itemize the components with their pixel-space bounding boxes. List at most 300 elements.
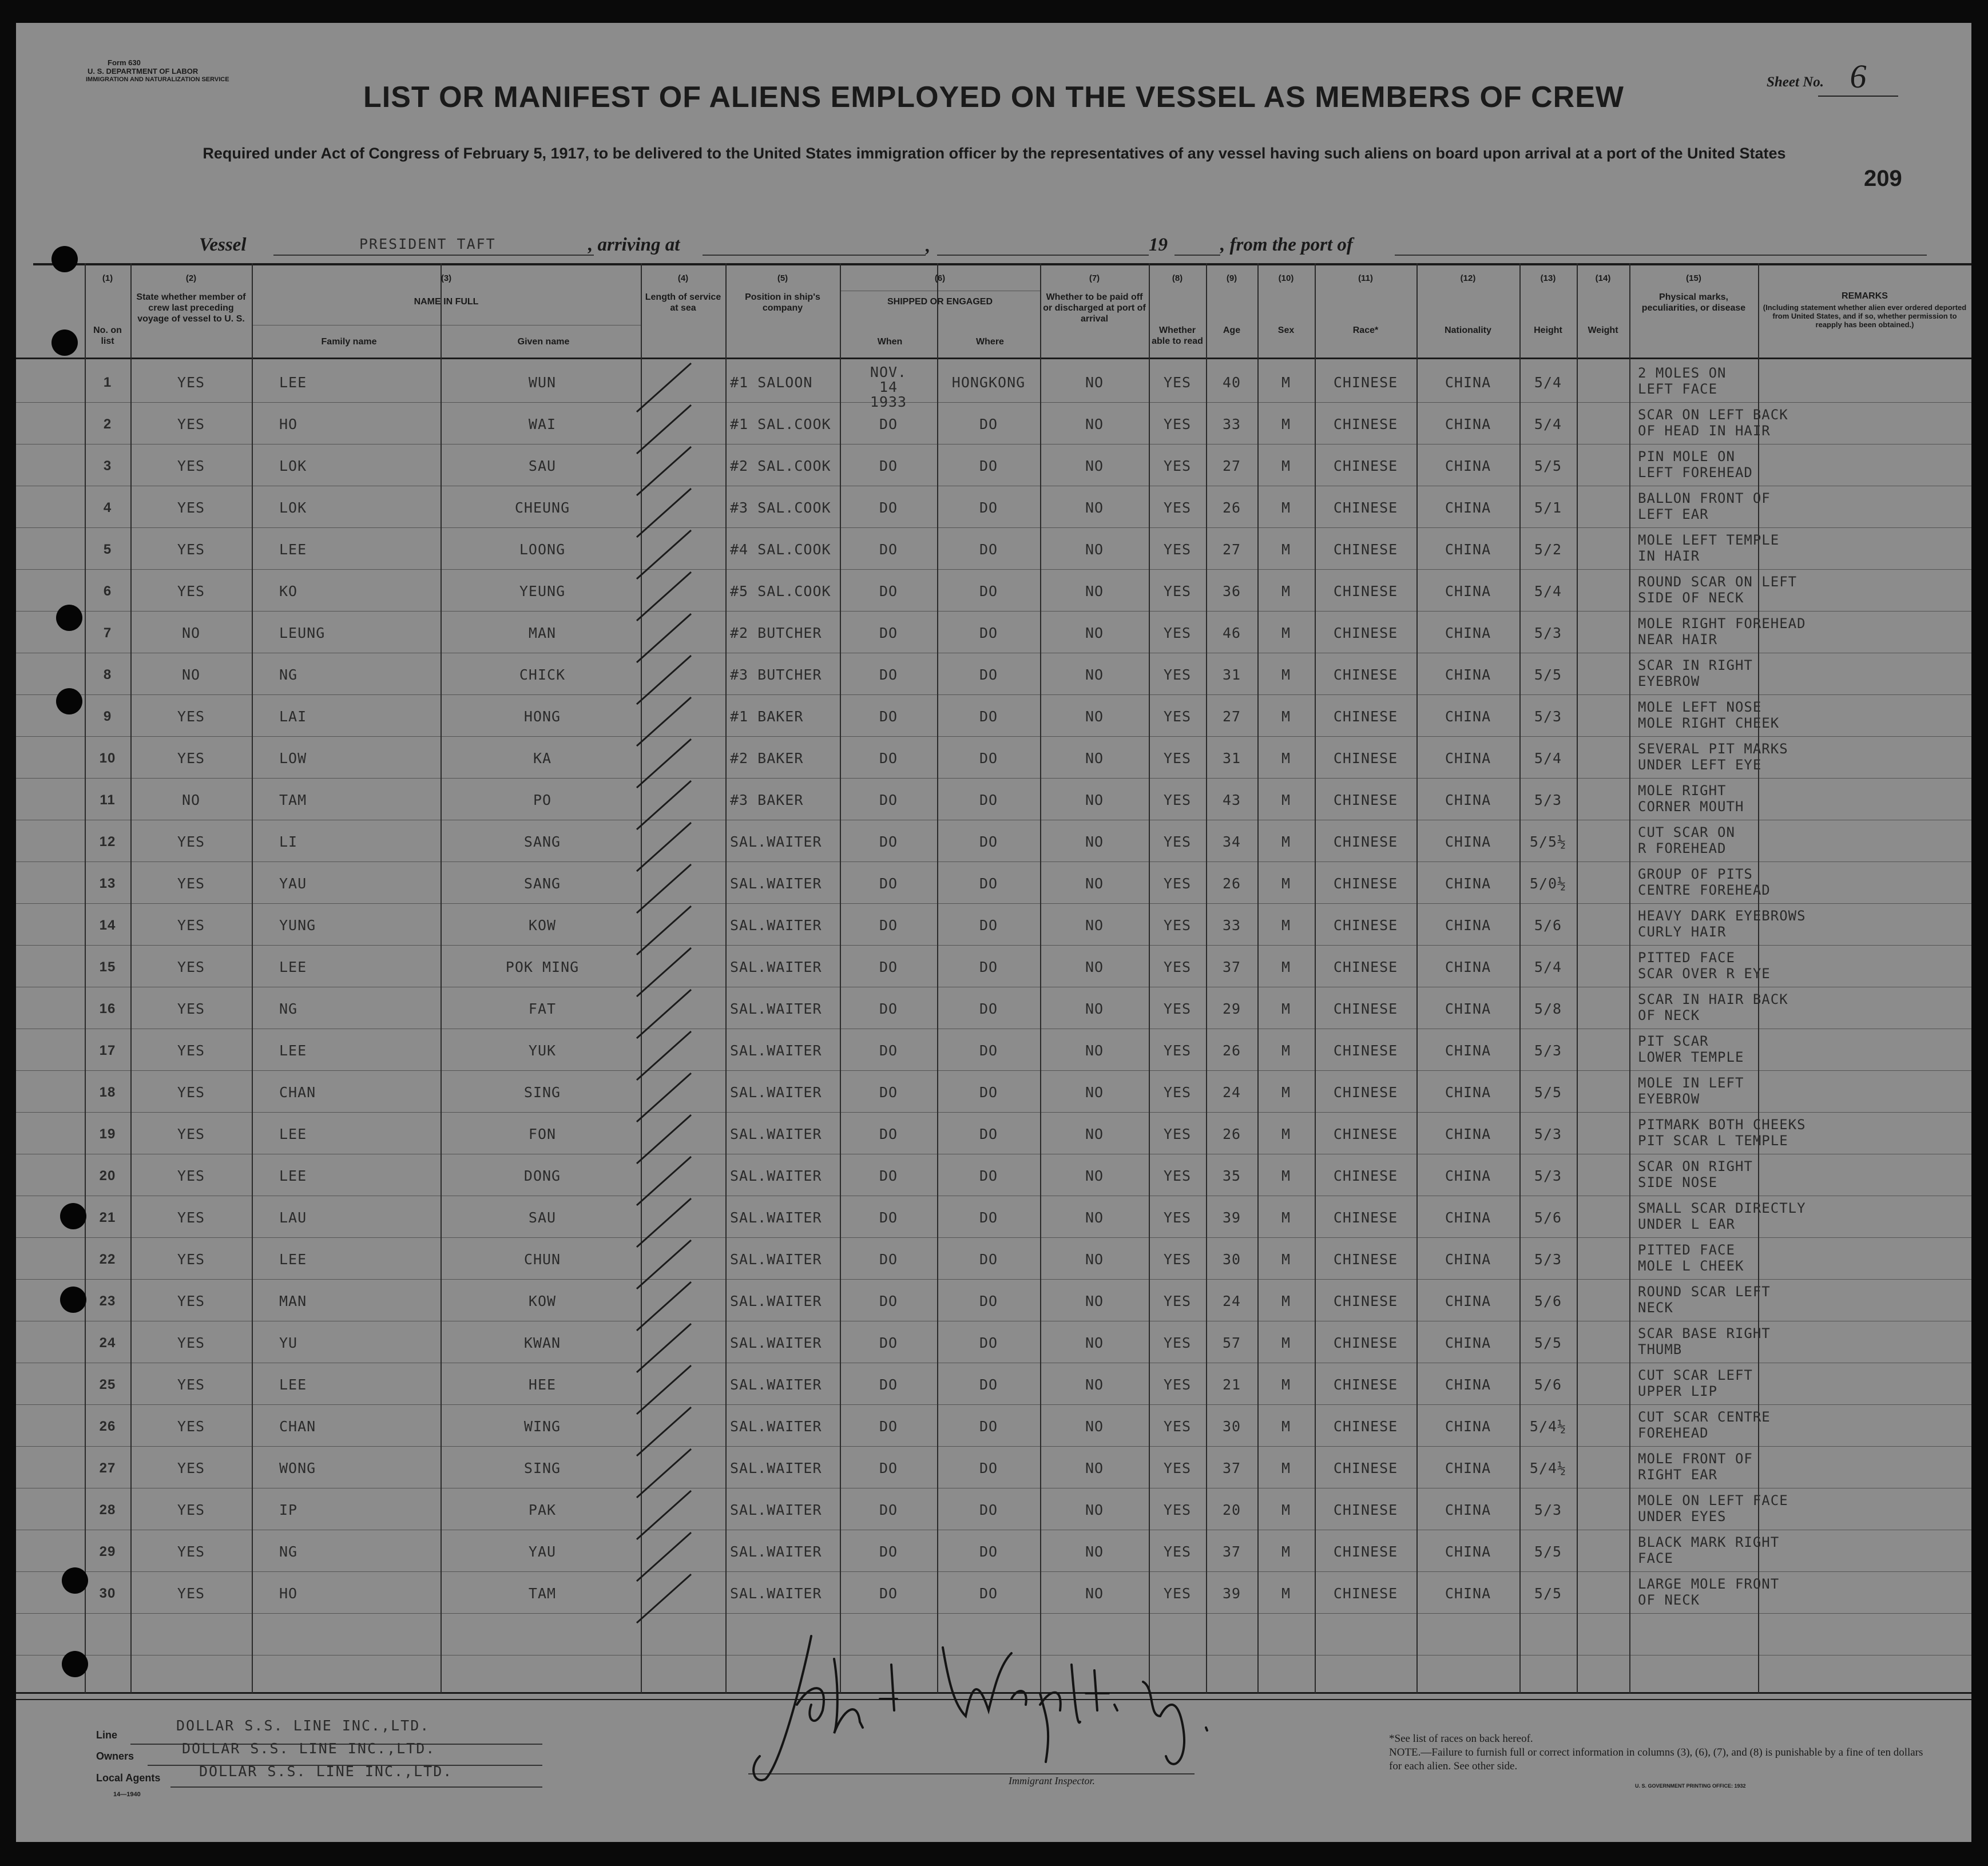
- cell-age: 24: [1222, 1293, 1241, 1309]
- cell-height: 5/6: [1534, 1293, 1562, 1309]
- column-number: (12): [1460, 273, 1476, 283]
- cell-when: DO: [879, 458, 898, 474]
- cell-when: DO: [879, 541, 898, 558]
- cell-nat: CHINA: [1445, 1209, 1491, 1226]
- remarks-note: (Including statement whether alien ever ordered deported from United States, and if so, whether permission to reapply has been obtained.): [1763, 303, 1967, 329]
- local-agents-label: Local Agents: [96, 1772, 161, 1784]
- cell-physical-marks: IN HAIR: [1638, 548, 1700, 564]
- cell-position: #5 SAL.COOK: [730, 583, 831, 599]
- cell-position: SAL.WAITER: [730, 959, 822, 975]
- cell-height: 5/2: [1534, 541, 1562, 558]
- cell-where: DO: [979, 833, 998, 850]
- cell-paid: NO: [1085, 1084, 1104, 1101]
- cell-race: CHINESE: [1333, 458, 1398, 474]
- cell-position: #3 BAKER: [730, 792, 804, 808]
- cell-when: DO: [879, 917, 898, 934]
- cell-read: YES: [1163, 583, 1192, 599]
- cell-paid: NO: [1085, 1042, 1104, 1059]
- cell-when: DO: [879, 1293, 898, 1309]
- cell-height: 5/3: [1534, 1168, 1562, 1184]
- cell-read: YES: [1163, 1209, 1192, 1226]
- cell-where: DO: [979, 1168, 998, 1184]
- cell-prev: YES: [177, 1209, 205, 1226]
- cell-height: 5/4: [1534, 416, 1562, 432]
- cell-physical-marks: HEAVY DARK EYEBROWS: [1638, 908, 1806, 924]
- cell-prev: YES: [177, 458, 205, 474]
- cell-sex: M: [1281, 1376, 1291, 1393]
- cell-paid: NO: [1085, 416, 1104, 432]
- cell-prev: YES: [177, 1126, 205, 1142]
- cell-physical-marks: OF NECK: [1638, 1007, 1700, 1023]
- cell-read: YES: [1163, 708, 1192, 725]
- cell-sex: M: [1281, 1001, 1291, 1017]
- cell-paid: NO: [1085, 1376, 1104, 1393]
- cell-height: 5/4½: [1529, 1418, 1567, 1435]
- cell-height: 5/6: [1534, 917, 1562, 934]
- cell-paid: NO: [1085, 1460, 1104, 1476]
- cell-prev: YES: [177, 1042, 205, 1059]
- cell-physical-marks: PITTED FACE: [1638, 1242, 1735, 1258]
- cell-physical-marks: NECK: [1638, 1300, 1673, 1316]
- cell-physical-marks: NEAR HAIR: [1638, 632, 1718, 648]
- column-number: (7): [1089, 273, 1100, 283]
- cell-read: YES: [1163, 792, 1192, 808]
- cell-no: 25: [99, 1377, 116, 1392]
- cell-no: 9: [103, 709, 112, 724]
- cell-race: CHINESE: [1333, 1042, 1398, 1059]
- cell-physical-marks: MOLE RIGHT CHEEK: [1638, 715, 1780, 731]
- cell-race: CHINESE: [1333, 1335, 1398, 1351]
- from-port-label: , from the port of: [1220, 235, 1353, 255]
- cell-family: KO: [279, 583, 298, 599]
- cell-physical-marks: LEFT EAR: [1638, 506, 1709, 522]
- column-header: Whether to be paid off or discharged at port of arrival: [1043, 292, 1146, 324]
- race-note: *See list of races on back hereof.: [1389, 1733, 1533, 1745]
- cell-physical-marks: CUT SCAR CENTRE: [1638, 1409, 1771, 1425]
- cell-read: YES: [1163, 833, 1192, 850]
- cell-no: 4: [103, 500, 112, 515]
- cell-paid: NO: [1085, 458, 1104, 474]
- cell-paid: NO: [1085, 1418, 1104, 1435]
- cell-position: SAL.WAITER: [730, 1502, 822, 1518]
- cell-prev: NO: [181, 625, 201, 641]
- cell-family: MAN: [279, 1293, 307, 1309]
- cell-position: #3 BUTCHER: [730, 666, 822, 683]
- cell-where: HONGKONG: [951, 374, 1026, 391]
- cell-family: CHAN: [279, 1084, 316, 1101]
- cell-position: #2 BAKER: [730, 750, 804, 767]
- cell-prev: YES: [177, 374, 205, 391]
- cell-when: DO: [879, 1376, 898, 1393]
- cell-sex: M: [1281, 583, 1291, 599]
- cell-no: 14: [99, 918, 116, 933]
- cell-physical-marks: CUT SCAR ON: [1638, 824, 1735, 840]
- cell-race: CHINESE: [1333, 666, 1398, 683]
- cell-family: LI: [279, 833, 298, 850]
- cell-when: DO: [879, 1418, 898, 1435]
- service: IMMIGRATION AND NATURALIZATION SERVICE: [86, 76, 229, 83]
- cell-prev: YES: [177, 750, 205, 767]
- year-label: 19: [1149, 235, 1168, 255]
- cell-where: DO: [979, 792, 998, 808]
- length-of-service-strokes: [628, 360, 703, 1693]
- column-number: (9): [1226, 273, 1237, 283]
- cell-no: 30: [99, 1586, 116, 1601]
- cell-no: 22: [99, 1252, 116, 1267]
- cell-no: 15: [99, 959, 116, 975]
- cell-family: LAU: [279, 1209, 307, 1226]
- manifest-sheet: Form 630 U. S. DEPARTMENT OF LABOR IMMIGRATION AND NATURALIZATION SERVICE Sheet No. 6 LIST OR MANIFEST OF ALIENS EMPLOYED ON THE VESSEL AS MEMBERS OF CREW Required under Act of Congress of February 5, 1917, to be delivered to the United States immigration officer by the representatives of any vessel having such aliens on board upon arrival at a port of the United States 209 Vessel PRESIDENT TAFT , arriving at , 19 , from the port of (1) No. on list (2) State whether member of crew last preceding voyage of vessel to U. S. (3) NAME IN FULL Family name Given name (4) Length of service at sea (5) Position in ship's company (6) SHIPPED OR ENGAGED When Where (7) Whether to be paid off or discharged at port of arrival (8) Whether able to read (9) Age (10) Sex (11) Race* (12) Nationality (13) Height (14) Weight (15) Physical marks, peculiarities, or disease REMARKS (Including statement whether alien ever ordered deported from United States, and if so, whether permission to reapply has been obtained.) 1 YES LEE WUN #1 SALOON NOV. 14 1933 HONGKONG NO YES 40 M CHINESE CHINA 5/4 2 MOLES ON LEFT FACE 2 YES HO WAI #1 SAL.COOK DO DO NO YES 33 M CHINESE CHINA 5/4 SCAR ON LEFT BACK OF HEAD IN HAIR 3 YES LOK SAU #2 SAL.COOK DO DO NO YES 27 M CHINESE CHINA 5/5 PIN MOLE ON LEFT FOREHEAD 4 YES LOK CHEUNG #3 SAL.COOK DO DO NO YES 26 M CHINESE CHINA 5/1 BALLON FRONT OF LEFT EAR 5 YES LEE LOONG #4 SAL.COOK DO DO NO YES 27 M CHINESE CHINA 5/2 MOLE LEFT TEMPLE IN HAIR 6 YES KO YEUNG #5 SAL.COOK DO DO NO YES 36 M CHINESE CHINA 5/4 ROUND SCAR ON LEFT SIDE OF NECK 7 NO LEUNG MAN #2 BUTCHER DO DO NO YES 46 M CHINESE CHINA 5/3 MOLE RIGHT FOREHEAD NEAR HAIR 8 NO NG CHICK #3 BUTCHER DO DO NO YES 31 M CHINESE CHINA 5/5 SCAR IN RIGHT EYEBROW 9 YES LAI HONG #1 BAKER DO DO NO YES 27 M CHINESE CHINA 5/3 MOLE LEFT NOSE MOLE RIGHT CHEEK 10 YES LOW KA #2 BAKER DO DO NO YES 31 M CHINESE CHINA 5/4 SEVERAL PIT MARKS UNDER LEFT EYE 11 NO TAM PO #3 BAKER DO DO NO YES 43 M CHINESE CHINA 5/3 MOLE RIGHT CORNER MOUTH 12 YES LI SANG SAL.WAITER DO DO NO YES 34 M CHINESE CHINA 5/5½ CUT SCAR ON R FOREHEAD 13 YES YAU SANG SAL.WAITER DO DO NO YES 26 M CHINESE CHINA 5/0½ GROUP OF PITS CENTRE FOREHEAD 14 YES YUNG KOW SAL.WAITER DO DO NO YES 33 M CHINESE CHINA 5/6 HEAVY DARK EYEBROWS CURLY HAIR 15 YES LEE POK MING SAL.WAITER DO DO NO YES 37 M CHINESE CHINA 5/4 PITTED FACE SCAR OVER R EYE 16 YES NG FAT SAL.WAITER DO DO NO YES 29 M CHINESE CHINA 5/8 SCAR IN HAIR BACK OF NECK 17 YES LEE YUK SAL.WAITER DO DO NO YES 26 M CHINESE CHINA 5/3 PIT SCAR LOWER TEMPLE 18 YES CHAN SING SAL.WAITER DO DO NO YES 24 M CHINESE CHINA 5/5 MOLE IN LEFT EYEBROW 19 YES LEE FON SAL.WAITER DO DO NO YES 26 M CHINESE CHINA 5/3 PITMARK BOTH CHEEKS PIT SCAR L TEMPLE 20 YES LEE DONG SAL.WAITER DO DO NO YES 35 M CHINESE CHINA 5/3 SCAR ON RIGHT SIDE NOSE 21 YES LAU SAU SAL.WAITER DO DO NO YES 39 M CHINESE CHINA 5/6 SMALL SCAR DIRECTLY UNDER L EAR 22 YES LEE CHUN SAL.WAITER DO DO NO YES 30 M CHINESE CHINA 5/3 PITTED FACE MOLE L CHEEK 23 YES MAN KOW SAL.WAITER DO DO NO YES 24 M CHINESE CHINA 5/6 ROUND SCAR LEFT NECK 24 YES YU KWAN SAL.WAITER DO DO NO YES 57 M CHINESE CHINA 5/5 SCAR BASE RIGHT THUMB 25 YES LEE HEE SAL.WAITER DO DO NO YES 21 M CHINESE CHINA 5/6 CUT SCAR LEFT UPPER LIP 26 YES CHAN WING SAL.WAITER DO DO NO YES 30 M CHINESE CHINA 5/4½ CUT SCAR CENTRE FOREHEAD 27 YES WONG SING SAL.WAITER DO DO NO YES 37 M CHINESE CHINA 5/4½ MOLE FRONT OF RIGHT EAR 28 YES IP PAK SAL.WAITER DO DO NO YES 20 M CHINESE CHINA 5/3 MOLE ON LEFT FACE UNDER EYES 29 YES NG YAU SAL.WAITER DO DO NO YES 37 M CHINESE CHINA 5/5 BLACK MARK RIGHT FACE 30 YES HO TAM SAL.WAITER DO DO NO YES 39 M CHINESE CHINA 5/5 LARGE MOLE FRONT OF NECK Line DOLLAR S.S. LINE INC.,LTD. Owners DOLLAR S.S. LINE INC.,LTD. Local Agents DOLLAR S.S. LINE INC.,LTD. 14—1940 Immigrant Inspector. *See list of races on back hereof. NOTE.—Failure to furnish full or correct information in columns (3), (6), (7), and (8) is punishable by a fine of ten dollars for each alien. See other side. U. S. GOVERNMENT PRINTING OFFICE: 1932: [16, 23, 1971, 1842]
- cell-prev: YES: [177, 1460, 205, 1476]
- cell-family: LOK: [279, 499, 307, 516]
- arriving-label: , arriving at: [588, 235, 680, 255]
- cell-paid: NO: [1085, 1543, 1104, 1560]
- cell-nat: CHINA: [1445, 1585, 1491, 1602]
- cell-position: SAL.WAITER: [730, 1376, 822, 1393]
- cell-prev: YES: [177, 1418, 205, 1435]
- cell-physical-marks: MOLE IN LEFT: [1638, 1075, 1744, 1091]
- cell-no: 1: [103, 375, 112, 390]
- cell-position: SAL.WAITER: [730, 917, 822, 934]
- cell-paid: NO: [1085, 1209, 1104, 1226]
- cell-read: YES: [1163, 666, 1192, 683]
- cell-race: CHINESE: [1333, 1251, 1398, 1268]
- cell-position: SAL.WAITER: [730, 875, 822, 892]
- cell-given: YAU: [528, 1543, 557, 1560]
- cell-race: CHINESE: [1333, 875, 1398, 892]
- cell-physical-marks: SIDE OF NECK: [1638, 590, 1744, 606]
- cell-no: 5: [103, 542, 112, 557]
- cell-paid: NO: [1085, 583, 1104, 599]
- cell-age: 26: [1222, 499, 1241, 516]
- cell-read: YES: [1163, 1502, 1192, 1518]
- cell-age: 35: [1222, 1168, 1241, 1184]
- inspector-label: Immigrant Inspector.: [1009, 1775, 1095, 1786]
- cell-position: SAL.WAITER: [730, 1209, 822, 1226]
- cell-physical-marks: SCAR ON RIGHT: [1638, 1158, 1753, 1174]
- cell-sex: M: [1281, 416, 1291, 432]
- cell-nat: CHINA: [1445, 541, 1491, 558]
- cell-race: CHINESE: [1333, 1209, 1398, 1226]
- cell-physical-marks: SCAR ON LEFT BACK: [1638, 407, 1788, 423]
- cell-height: 5/1: [1534, 499, 1562, 516]
- cell-position: SAL.WAITER: [730, 1335, 822, 1351]
- cell-position: SAL.WAITER: [730, 1126, 822, 1142]
- cell-sex: M: [1281, 1502, 1291, 1518]
- cell-physical-marks: MOLE RIGHT FOREHEAD: [1638, 616, 1806, 632]
- line-label: Line: [96, 1729, 118, 1741]
- cell-given: SING: [523, 1084, 561, 1101]
- cell-age: 26: [1222, 1042, 1241, 1059]
- column-number: (15): [1686, 273, 1701, 283]
- cell-age: 33: [1222, 917, 1241, 934]
- cell-given: FAT: [528, 1001, 557, 1017]
- cell-when: DO: [879, 1209, 898, 1226]
- cell-sex: M: [1281, 1168, 1291, 1184]
- cell-sex: M: [1281, 1543, 1291, 1560]
- cell-nat: CHINA: [1445, 917, 1491, 934]
- column-header: Physical marks, peculiarities, or disease: [1641, 292, 1746, 313]
- cell-paid: NO: [1085, 499, 1104, 516]
- cell-sex: M: [1281, 499, 1291, 516]
- cell-read: YES: [1163, 1460, 1192, 1476]
- cell-read: YES: [1163, 1335, 1192, 1351]
- cell-race: CHINESE: [1333, 1168, 1398, 1184]
- binder-hole: [62, 1567, 88, 1594]
- cell-family: CHAN: [279, 1418, 316, 1435]
- cell-race: CHINESE: [1333, 1126, 1398, 1142]
- cell-sex: M: [1281, 374, 1291, 391]
- binder-hole: [51, 246, 78, 272]
- cell-race: CHINESE: [1333, 416, 1398, 432]
- cell-race: CHINESE: [1333, 1502, 1398, 1518]
- cell-height: 5/5: [1534, 1543, 1562, 1560]
- cell-physical-marks: UNDER EYES: [1638, 1508, 1727, 1524]
- cell-height: 5/5: [1534, 1585, 1562, 1602]
- cell-nat: CHINA: [1445, 1376, 1491, 1393]
- cell-no: 7: [103, 625, 112, 641]
- cell-sex: M: [1281, 1418, 1291, 1435]
- cell-sex: M: [1281, 833, 1291, 850]
- cell-family: LEE: [279, 374, 307, 391]
- cell-age: 26: [1222, 1126, 1241, 1142]
- cell-read: YES: [1163, 541, 1192, 558]
- cell-age: 34: [1222, 833, 1241, 850]
- cell-no: 2: [103, 416, 112, 432]
- cell-no: 6: [103, 583, 112, 599]
- cell-physical-marks: SIDE NOSE: [1638, 1174, 1718, 1190]
- column-number: (2): [185, 273, 197, 283]
- cell-height: 5/5½: [1529, 833, 1567, 850]
- cell-position: #3 SAL.COOK: [730, 499, 831, 516]
- cell-paid: NO: [1085, 666, 1104, 683]
- cell-when: DO: [879, 1585, 898, 1602]
- cell-physical-marks: CURLY HAIR: [1638, 924, 1727, 940]
- cell-prev: YES: [177, 1376, 205, 1393]
- cell-where: DO: [979, 666, 998, 683]
- cell-sex: M: [1281, 625, 1291, 641]
- cell-read: YES: [1163, 1001, 1192, 1017]
- cell-prev: NO: [181, 792, 201, 808]
- cell-position: SAL.WAITER: [730, 1251, 822, 1268]
- cell-nat: CHINA: [1445, 1126, 1491, 1142]
- column-header: No. on list: [93, 325, 122, 346]
- cell-age: 27: [1222, 458, 1241, 474]
- cell-height: 5/0½: [1529, 875, 1567, 892]
- cell-sex: M: [1281, 541, 1291, 558]
- cell-when: DO: [879, 1126, 898, 1142]
- cell-sex: M: [1281, 875, 1291, 892]
- owners-value: DOLLAR S.S. LINE INC.,LTD.: [182, 1740, 436, 1757]
- cell-read: YES: [1163, 374, 1192, 391]
- cell-sex: M: [1281, 750, 1291, 767]
- column-header: REMARKS: [1842, 291, 1888, 301]
- cell-physical-marks: EYEBROW: [1638, 673, 1700, 689]
- cell-nat: CHINA: [1445, 625, 1491, 641]
- column-number: (14): [1595, 273, 1611, 283]
- cell-read: YES: [1163, 416, 1192, 432]
- cell-given: CHEUNG: [514, 499, 570, 516]
- column-subheader: When: [877, 337, 903, 347]
- cell-age: 40: [1222, 374, 1241, 391]
- column-number: (3): [441, 273, 452, 283]
- cell-read: YES: [1163, 1168, 1192, 1184]
- cell-prev: YES: [177, 1293, 205, 1309]
- cell-family: LOW: [279, 750, 307, 767]
- cell-nat: CHINA: [1445, 875, 1491, 892]
- cell-physical-marks: ROUND SCAR LEFT: [1638, 1284, 1771, 1300]
- cell-no: 29: [99, 1544, 116, 1559]
- cell-physical-marks: MOLE FRONT OF: [1638, 1451, 1753, 1467]
- cell-read: YES: [1163, 875, 1192, 892]
- cell-given: SANG: [523, 875, 561, 892]
- cell-given: HEE: [528, 1376, 557, 1393]
- cell-race: CHINESE: [1333, 541, 1398, 558]
- cell-nat: CHINA: [1445, 750, 1491, 767]
- cell-paid: NO: [1085, 917, 1104, 934]
- cell-physical-marks: THUMB: [1638, 1341, 1683, 1357]
- binder-hole: [56, 605, 82, 631]
- cell-height: 5/6: [1534, 1376, 1562, 1393]
- cell-height: 5/8: [1534, 1001, 1562, 1017]
- cell-read: YES: [1163, 1543, 1192, 1560]
- cell-age: 29: [1222, 1001, 1241, 1017]
- cell-age: 36: [1222, 583, 1241, 599]
- cell-no: 17: [99, 1043, 116, 1058]
- cell-where: DO: [979, 541, 998, 558]
- cell-where: DO: [979, 1502, 998, 1518]
- cell-height: 5/4: [1534, 959, 1562, 975]
- cell-where: DO: [979, 1376, 998, 1393]
- cell-race: CHINESE: [1333, 1543, 1398, 1560]
- sheet-number-value: 6: [1818, 57, 1898, 97]
- line-value: DOLLAR S.S. LINE INC.,LTD.: [176, 1717, 430, 1734]
- cell-family: HO: [279, 1585, 298, 1602]
- column-header: SHIPPED OR ENGAGED: [887, 297, 993, 307]
- cell-height: 5/6: [1534, 1209, 1562, 1226]
- cell-read: YES: [1163, 1126, 1192, 1142]
- cell-read: YES: [1163, 1418, 1192, 1435]
- cell-no: 11: [100, 792, 116, 808]
- cell-read: YES: [1163, 1251, 1192, 1268]
- cell-sex: M: [1281, 666, 1291, 683]
- cell-height: 5/3: [1534, 1042, 1562, 1059]
- cell-sex: M: [1281, 1335, 1291, 1351]
- cell-height: 5/3: [1534, 792, 1562, 808]
- cell-when: DO: [879, 875, 898, 892]
- cell-family: YAU: [279, 875, 307, 892]
- cell-race: CHINESE: [1333, 625, 1398, 641]
- cell-paid: NO: [1085, 792, 1104, 808]
- cell-family: LEE: [279, 1042, 307, 1059]
- cell-no: 16: [99, 1001, 116, 1017]
- cell-where: DO: [979, 1418, 998, 1435]
- cell-given: KOW: [528, 917, 557, 934]
- cell-nat: CHINA: [1445, 1251, 1491, 1268]
- cell-age: 39: [1222, 1209, 1241, 1226]
- cell-paid: NO: [1085, 1251, 1104, 1268]
- cell-prev: YES: [177, 1251, 205, 1268]
- cell-no: 18: [99, 1085, 116, 1100]
- cell-height: 5/3: [1534, 1126, 1562, 1142]
- cell-physical-marks: SMALL SCAR DIRECTLY: [1638, 1200, 1806, 1216]
- cell-prev: YES: [177, 1543, 205, 1560]
- vessel-label: Vessel: [199, 235, 247, 255]
- column-header: Position in ship's company: [745, 292, 820, 313]
- cell-where: DO: [979, 1251, 998, 1268]
- cell-physical-marks: MOLE L CHEEK: [1638, 1258, 1744, 1274]
- column-header: Age: [1223, 325, 1241, 335]
- column-number: (5): [777, 273, 788, 283]
- form-number: Form 630: [108, 58, 141, 67]
- cell-nat: CHINA: [1445, 1293, 1491, 1309]
- cell-no: 23: [99, 1293, 116, 1309]
- cell-physical-marks: UNDER L EAR: [1638, 1216, 1735, 1232]
- cell-family: YUNG: [279, 917, 316, 934]
- cell-age: 27: [1222, 541, 1241, 558]
- cell-paid: NO: [1085, 1001, 1104, 1017]
- cell-race: CHINESE: [1333, 583, 1398, 599]
- cell-physical-marks: SCAR IN RIGHT: [1638, 657, 1753, 673]
- cell-prev: YES: [177, 541, 205, 558]
- cell-given: LOONG: [519, 541, 566, 558]
- cell-physical-marks: FACE: [1638, 1550, 1673, 1566]
- cell-physical-marks: RIGHT EAR: [1638, 1467, 1718, 1483]
- cell-prev: YES: [177, 1001, 205, 1017]
- cell-physical-marks: LOWER TEMPLE: [1638, 1049, 1744, 1065]
- cell-position: #4 SAL.COOK: [730, 541, 831, 558]
- cell-paid: NO: [1085, 625, 1104, 641]
- cell-position: SAL.WAITER: [730, 1042, 822, 1059]
- cell-age: 39: [1222, 1585, 1241, 1602]
- cell-family: NG: [279, 666, 298, 683]
- cell-paid: NO: [1085, 1585, 1104, 1602]
- cell-paid: NO: [1085, 374, 1104, 391]
- cell-family: LEE: [279, 959, 307, 975]
- cell-sex: M: [1281, 1126, 1291, 1142]
- cell-age: 24: [1222, 1084, 1241, 1101]
- cell-where: DO: [979, 750, 998, 767]
- cell-prev: YES: [177, 1335, 205, 1351]
- cell-prev: YES: [177, 833, 205, 850]
- cell-physical-marks: MOLE LEFT TEMPLE: [1638, 532, 1780, 548]
- cell-where: DO: [979, 917, 998, 934]
- cell-physical-marks: UNDER LEFT EYE: [1638, 757, 1762, 773]
- cell-age: 30: [1222, 1251, 1241, 1268]
- cell-where: DO: [979, 1001, 998, 1017]
- binder-hole: [56, 688, 82, 714]
- column-header: Weight: [1588, 325, 1618, 335]
- column-header: Sex: [1277, 325, 1295, 335]
- cell-sex: M: [1281, 1293, 1291, 1309]
- cell-prev: YES: [177, 959, 205, 975]
- cell-age: 46: [1222, 625, 1241, 641]
- cell-family: LOK: [279, 458, 307, 474]
- cell-when: DO: [879, 1543, 898, 1560]
- cell-given: YUK: [528, 1042, 557, 1059]
- cell-physical-marks: MOLE ON LEFT FACE: [1638, 1492, 1788, 1508]
- cell-given: POK MING: [505, 959, 580, 975]
- cell-where: DO: [979, 458, 998, 474]
- cell-read: YES: [1163, 1376, 1192, 1393]
- cell-given: SANG: [523, 833, 561, 850]
- column-subheader: Where: [976, 337, 1004, 347]
- cell-height: 5/4: [1534, 583, 1562, 599]
- cell-when: DO: [879, 1084, 898, 1101]
- cell-no: 3: [103, 458, 112, 474]
- cell-race: CHINESE: [1333, 708, 1398, 725]
- cell-family: LEE: [279, 1126, 307, 1142]
